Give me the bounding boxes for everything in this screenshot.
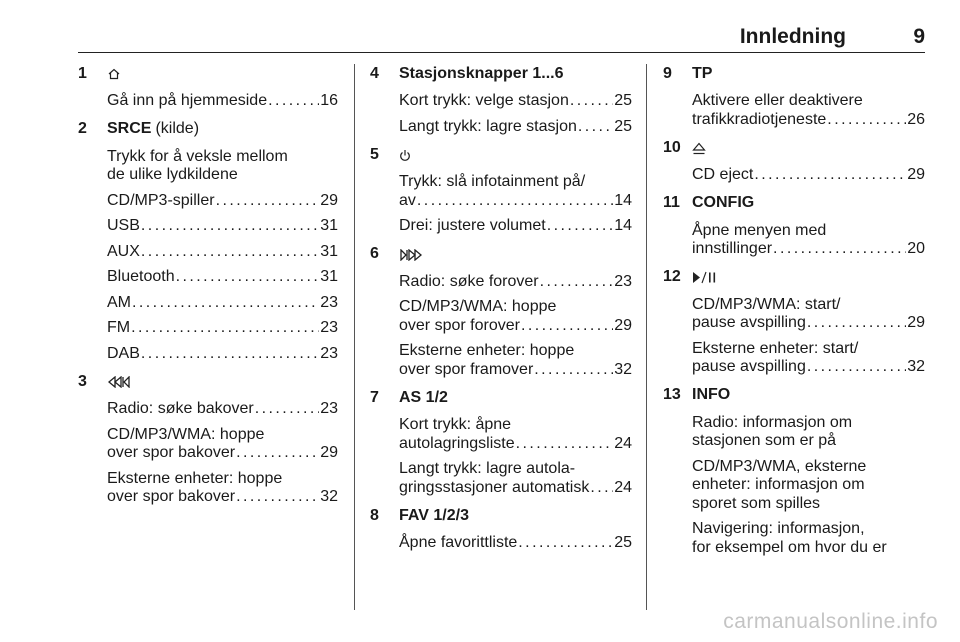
index-item: [370, 505, 632, 553]
entry-text: stasjonen som er på: [692, 432, 837, 449]
page-reference: 14: [614, 191, 632, 209]
page-reference: 26: [907, 110, 925, 128]
entry-row: [399, 534, 632, 553]
leader-dots: [141, 243, 319, 262]
entry-text: sporet som spilles: [692, 494, 821, 512]
item-heading: [663, 267, 925, 289]
page-reference: 31: [320, 217, 338, 234]
entry-text: Langt trykk: lagre stasjon: [399, 117, 577, 135]
column-2: [370, 63, 632, 561]
entry-text: over spor framover: [399, 360, 534, 378]
leader-dots: [590, 479, 613, 498]
index-entry: [107, 92, 338, 111]
home-icon: [107, 67, 121, 81]
entry-text: Gå inn på hjemmeside: [107, 92, 268, 109]
entry-row: [399, 273, 632, 292]
page-reference: 23: [320, 344, 338, 362]
section-title: Innledning: [739, 25, 846, 48]
button-name-note: (kilde): [155, 120, 200, 138]
index-entry: [399, 298, 632, 335]
item-number: 10: [663, 138, 681, 156]
index-entry: [107, 345, 338, 364]
leader-dots: [518, 534, 613, 553]
entry-row: [107, 400, 338, 419]
index-entry: [107, 400, 338, 419]
entry-row: [107, 217, 338, 236]
entry-text: CD/MP3-spiller: [107, 191, 215, 209]
item-number: 12: [663, 268, 681, 286]
entry-text: Radio: søke forover: [399, 272, 539, 290]
index-item: [663, 267, 925, 377]
power-icon: [399, 149, 411, 162]
entry-row: [107, 319, 338, 338]
page-reference: 29: [907, 314, 925, 331]
entry-text: FM: [107, 319, 131, 336]
item-heading: [370, 63, 632, 85]
leader-dots: [268, 92, 319, 111]
index-entry: [107, 268, 338, 287]
entry-text: AUX: [107, 242, 140, 260]
button-name: Stasjonsknapper 1...6: [399, 64, 564, 82]
entry-text: USB: [107, 217, 140, 234]
index-entry: [107, 243, 338, 262]
seek-forward-icon: [399, 249, 423, 261]
page-reference: 20: [907, 240, 925, 257]
page-number: 9: [913, 25, 925, 48]
leader-dots: [827, 111, 906, 130]
leader-dots: [176, 268, 320, 287]
entry-text: Kort trykk: velge stasjon: [399, 92, 569, 109]
entry-text: gringsstasjoner automatisk: [399, 478, 590, 496]
seek-back-icon: [107, 376, 131, 388]
leader-dots: [141, 217, 319, 236]
item-number: 13: [663, 386, 681, 404]
item-number: 5: [370, 145, 379, 163]
index-item: [663, 63, 925, 129]
entry-text: Eksterne enheter: hoppe: [107, 469, 283, 487]
leader-dots: [131, 319, 319, 338]
index-entry: [399, 460, 632, 497]
entry-row: [399, 479, 632, 498]
leader-dots: [521, 317, 613, 336]
item-number: 4: [370, 64, 379, 82]
entry-text: de ulike lydkildene: [107, 166, 238, 183]
leader-dots: [807, 358, 906, 377]
entry-row: [399, 192, 632, 211]
item-heading: [663, 137, 925, 159]
entry-row: [692, 358, 925, 377]
entry-text: enheter: informasjon om: [692, 476, 865, 493]
page-reference: 32: [320, 488, 338, 505]
page-reference: 14: [614, 217, 632, 234]
index-item: [78, 119, 338, 364]
index-entry: [399, 173, 632, 210]
index-item: [78, 63, 338, 111]
button-name: AS 1/2: [399, 388, 448, 406]
entry-text: Radio: informasjon om: [692, 413, 853, 431]
index-entry: [107, 319, 338, 338]
column-3: [663, 63, 925, 565]
entry-row: [107, 345, 338, 364]
item-heading: [370, 244, 632, 266]
entry-row: [692, 111, 925, 130]
entry-text: Åpne menyen med: [692, 221, 827, 239]
entry-text: Bluetooth: [107, 268, 175, 285]
item-heading: [78, 63, 338, 85]
index-entry: [399, 273, 632, 292]
index-item: [370, 387, 632, 497]
page-reference: 25: [614, 92, 632, 109]
index-entry: [692, 414, 925, 451]
leader-dots: [236, 444, 319, 463]
item-number: 6: [370, 245, 379, 263]
entry-text: trafikkradiotjeneste: [692, 110, 827, 128]
index-entry: [692, 296, 925, 333]
entry-text: CD/MP3/WMA: hoppe: [399, 298, 557, 315]
index-entry: [399, 217, 632, 236]
leader-dots: [754, 166, 906, 185]
leader-dots: [216, 192, 320, 211]
entry-text: Navigering: informasjon,: [692, 520, 865, 537]
index-entry: [692, 92, 925, 129]
page-reference: 29: [320, 191, 338, 209]
entry-row: [107, 192, 338, 211]
index-item: [370, 144, 632, 236]
entry-text: DAB: [107, 344, 140, 362]
item-heading: [663, 63, 925, 85]
column-divider: [646, 64, 647, 610]
entry-row: [692, 166, 925, 185]
entry-text: for eksempel om hvor du er: [692, 538, 887, 556]
page-reference: 29: [907, 166, 925, 183]
button-name: TP: [692, 64, 713, 82]
entry-row: [107, 268, 338, 287]
entry-row: [107, 488, 338, 507]
entry-text: over spor bakover: [107, 444, 236, 461]
entry-row: [399, 92, 632, 111]
index-item: [78, 371, 338, 507]
entry-row: [399, 361, 632, 380]
leader-dots: [540, 273, 614, 292]
button-name: FAV 1/2/3: [399, 506, 469, 524]
item-heading: [370, 144, 632, 166]
index-entry: [107, 192, 338, 211]
column-divider: [354, 64, 355, 610]
index-item: [663, 193, 925, 259]
entry-text: CD eject: [692, 166, 754, 183]
button-name: INFO: [692, 386, 731, 404]
page-reference: 16: [320, 92, 338, 109]
leader-dots: [236, 488, 319, 507]
entry-text: pause avspilling: [692, 358, 806, 375]
index-item: [663, 385, 925, 558]
item-heading: [663, 385, 925, 407]
leader-dots: [773, 240, 906, 259]
leader-dots: [132, 294, 319, 313]
entry-row: [107, 92, 338, 111]
item-number: 2: [78, 120, 87, 138]
page-reference: 29: [320, 444, 338, 461]
item-number: 9: [663, 64, 672, 82]
leader-dots: [578, 118, 613, 137]
page-reference: 31: [320, 268, 338, 285]
entry-text: over spor forover: [399, 316, 520, 334]
page-reference: 25: [614, 534, 632, 551]
item-heading: [370, 387, 632, 409]
entry-row: [399, 217, 632, 236]
index-entry: [692, 222, 925, 259]
entry-row: [692, 314, 925, 333]
entry-text: Eksterne enheter: hoppe: [399, 342, 575, 359]
page-reference: 24: [614, 478, 632, 496]
page-reference: 23: [320, 293, 338, 311]
entry-text: Drei: justere volumet: [399, 217, 546, 234]
header-rule: [78, 52, 925, 53]
entry-row: [399, 435, 632, 454]
item-number: 3: [78, 372, 87, 390]
entry-row: [107, 444, 338, 463]
entry-text: innstillinger: [692, 240, 773, 257]
index-entry: [107, 426, 338, 463]
index-entry: [399, 534, 632, 553]
entry-row: [399, 118, 632, 137]
entry-text: Radio: søke bakover: [107, 400, 254, 417]
entry-row: [399, 317, 632, 336]
entry-text: Trykk for å veksle mellom: [107, 147, 288, 165]
entry-text: Åpne favorittliste: [399, 534, 518, 551]
leader-dots: [141, 345, 319, 364]
item-heading: [370, 505, 632, 527]
entry-text: over spor bakover: [107, 488, 236, 505]
column-1: [78, 63, 338, 515]
entry-text: Trykk: slå infotainment på/: [399, 173, 586, 190]
index-entry: [107, 470, 338, 507]
entry-text: pause avspilling: [692, 314, 806, 331]
entry-text: CD/MP3/WMA: hoppe: [107, 425, 265, 443]
leader-dots: [534, 361, 613, 380]
index-entry: [399, 342, 632, 379]
index-entry: [107, 294, 338, 313]
entry-text: autolagringsliste: [399, 434, 515, 452]
page-reference: 31: [320, 242, 338, 260]
item-number: 7: [370, 388, 379, 406]
entry-text: Eksterne enheter: start/: [692, 339, 859, 357]
leader-dots: [547, 217, 613, 236]
button-name: SRCE: [107, 120, 152, 138]
index-entry: [692, 520, 925, 557]
leader-dots: [807, 314, 906, 333]
page-reference: 23: [320, 400, 338, 417]
page-reference: 29: [614, 316, 632, 334]
index-entry: [692, 340, 925, 377]
index-entry: [107, 217, 338, 236]
item-number: 8: [370, 506, 379, 524]
page-reference: 23: [320, 319, 338, 336]
leader-dots: [255, 400, 319, 419]
page-reference: 24: [614, 434, 632, 452]
index-entry: [399, 416, 632, 453]
entry-text: CD/MP3/WMA, eksterne: [692, 457, 867, 475]
entry-text: av: [399, 191, 416, 209]
entry-text: CD/MP3/WMA: start/: [692, 295, 841, 313]
eject-icon: [692, 142, 706, 155]
index-entry: [107, 148, 338, 185]
index-entry: [692, 166, 925, 185]
item-heading: [78, 119, 338, 141]
entry-row: [107, 243, 338, 262]
index-entry: [692, 458, 925, 514]
item-heading: [663, 193, 925, 215]
item-heading: [78, 371, 338, 393]
index-item: [663, 137, 925, 185]
leader-dots: [516, 435, 614, 454]
leader-dots: [417, 192, 613, 211]
page-reference: 32: [614, 360, 632, 378]
entry-text: Langt trykk: lagre autola-: [399, 460, 576, 477]
index-entry: [399, 92, 632, 111]
entry-text: AM: [107, 293, 131, 311]
leader-dots: [570, 92, 613, 111]
button-name: CONFIG: [692, 194, 755, 212]
page-reference: 23: [614, 272, 632, 290]
page-reference: 25: [614, 117, 632, 135]
play-pause-icon: [692, 271, 718, 284]
index-entry: [399, 118, 632, 137]
page-reference: 32: [907, 358, 925, 375]
entry-row: [107, 294, 338, 313]
entry-text: Kort trykk: åpne: [399, 416, 512, 433]
index-item: [370, 244, 632, 380]
entry-row: [692, 240, 925, 259]
watermark: carmanualsonline.info: [723, 610, 938, 633]
item-number: 1: [78, 64, 87, 82]
entry-text: Aktivere eller deaktivere: [692, 92, 863, 109]
index-item: [370, 63, 632, 136]
item-number: 11: [663, 194, 680, 212]
page-header: [0, 0, 960, 60]
